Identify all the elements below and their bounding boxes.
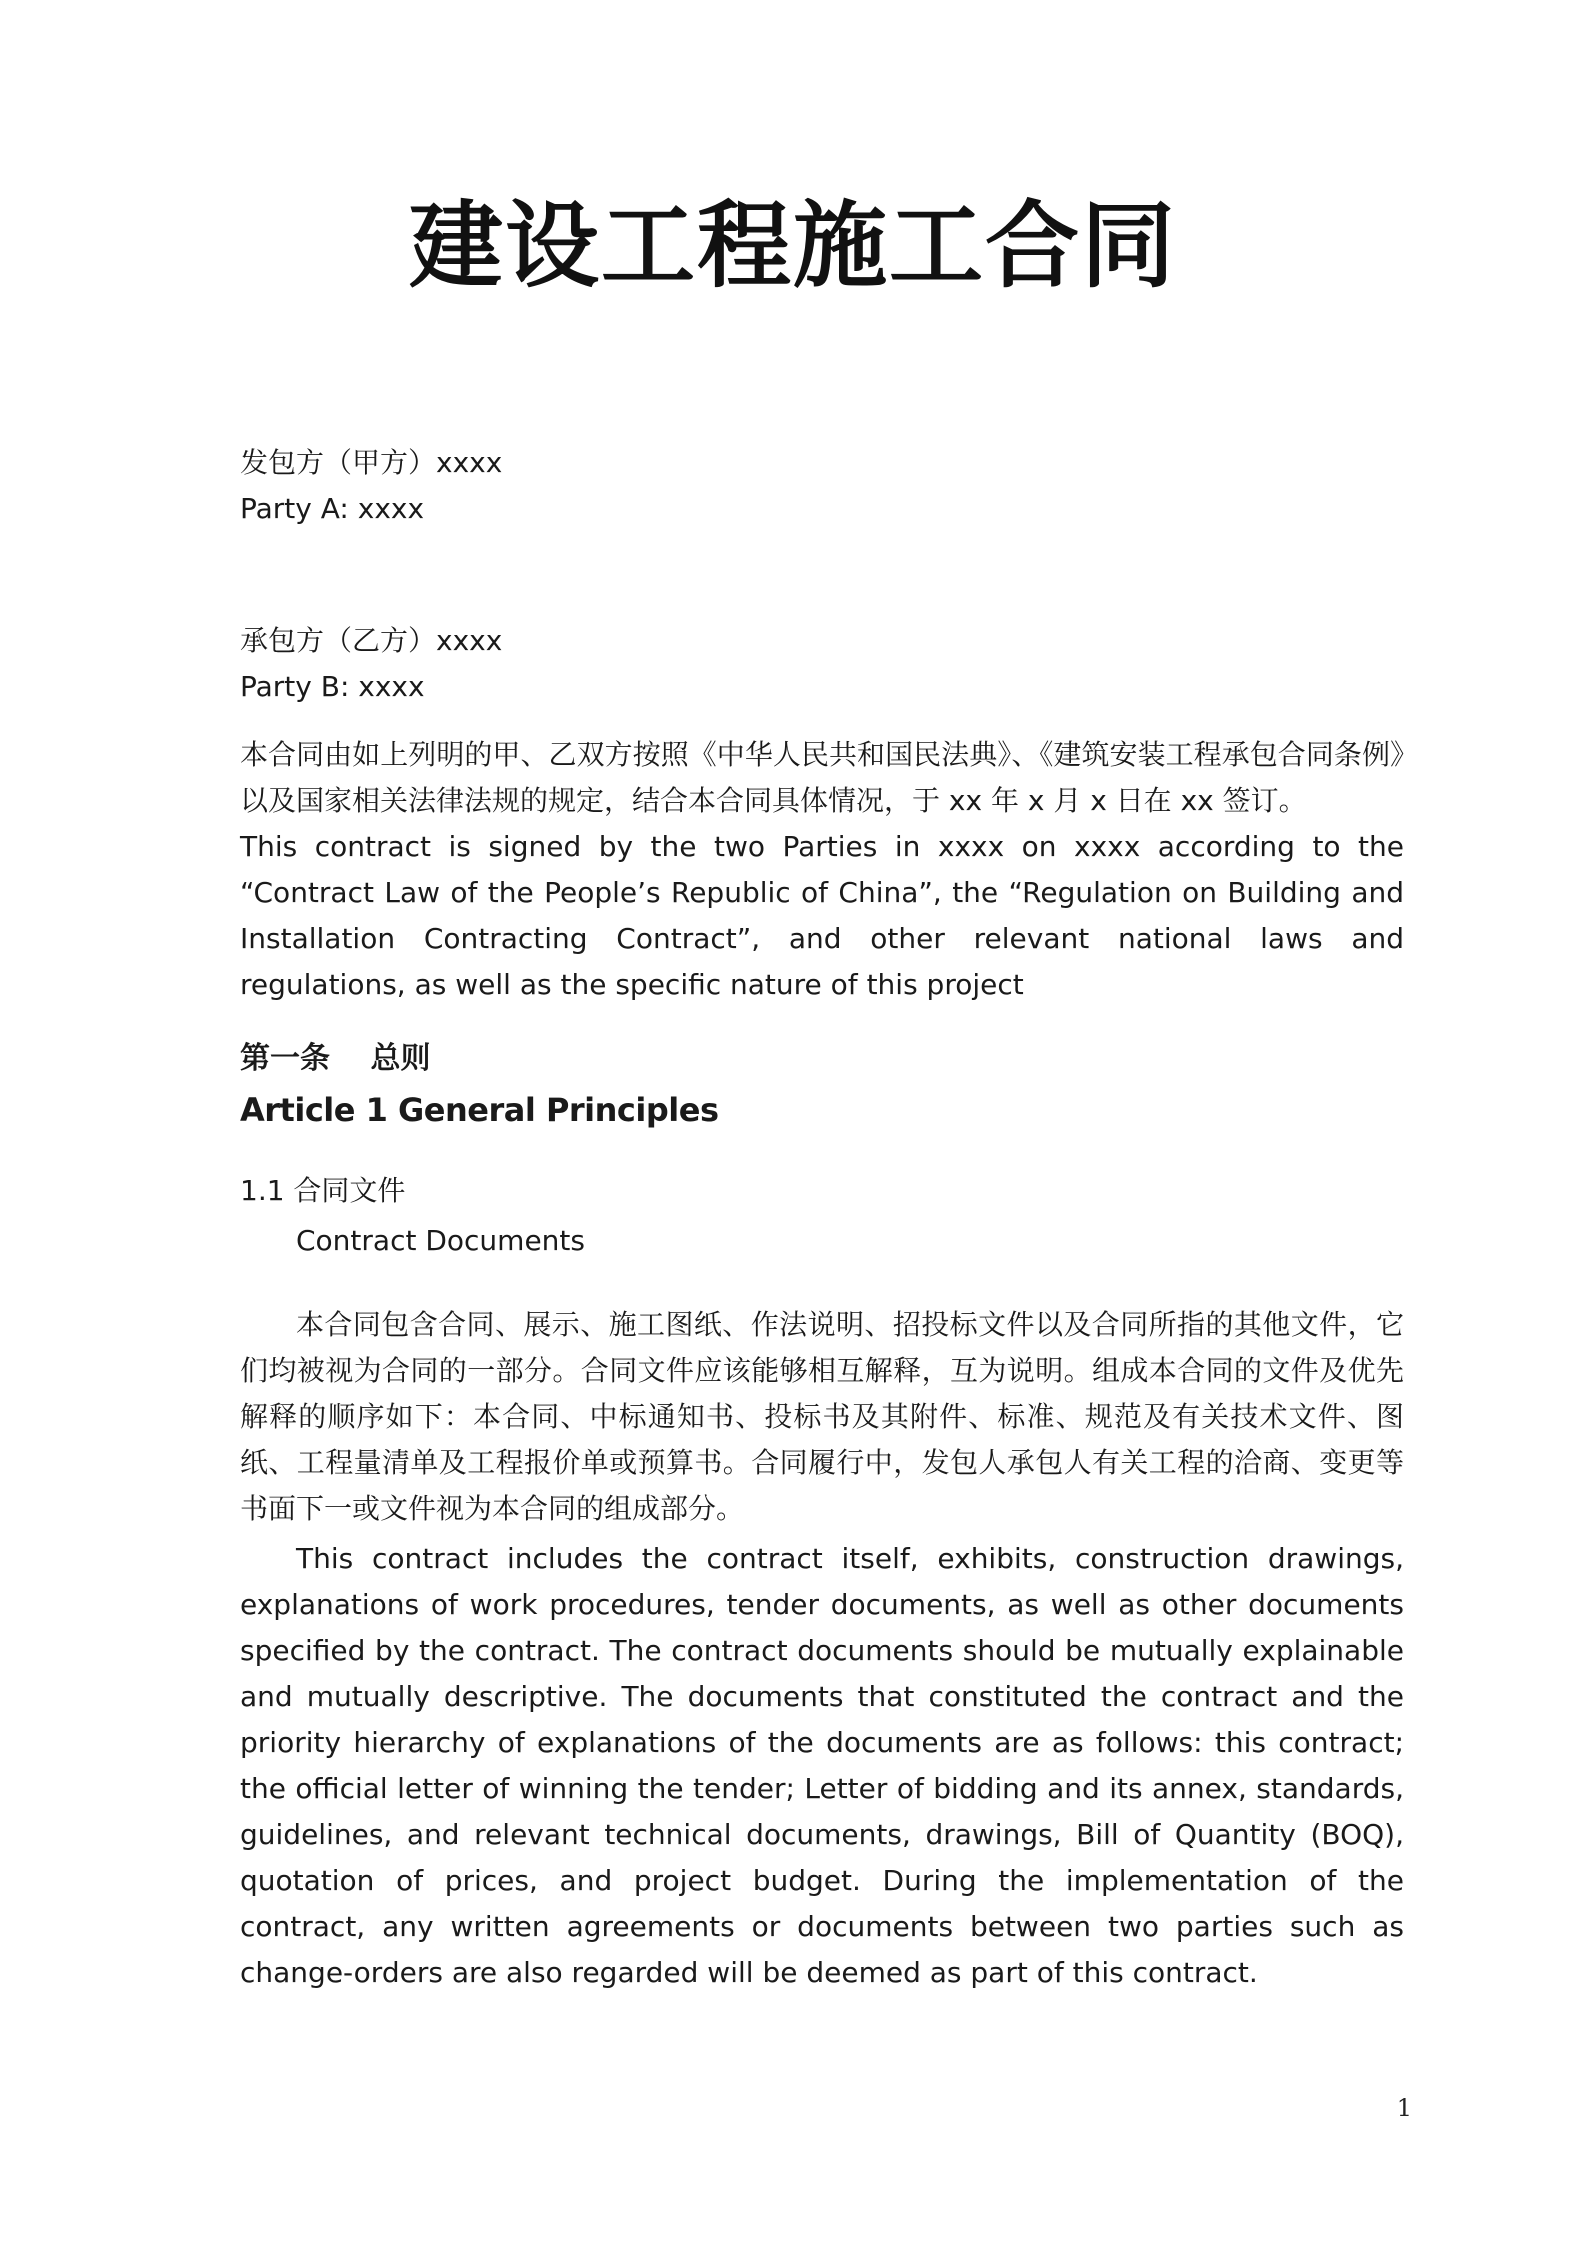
article-1-heading-en: Article 1 General Principles [240, 1091, 719, 1129]
spacer [240, 710, 1404, 732]
section-1-1-heading-cn: 1.1 合同文件 [240, 1174, 406, 1207]
party-a-en: Party A: xxxx [240, 492, 425, 525]
preamble-en: This contract is signed by the two Parties in xxxx on xxxx according to the “Contract Law of the People’s Republic of China”, the “Regulation on Building and Installation Contracting Contract”, and other relevant national laws and regulations, as well as the specific nature of this project [240, 830, 1404, 1001]
document-body [240, 440, 1404, 1996]
document-title: 建设工程施工合同 [408, 192, 1177, 301]
party-b-block [240, 618, 1404, 710]
section-1-1-body-cn: 本合同包含合同、展示、施工图纸、作法说明、招投标文件以及合同所指的其他文件，它们均被视为合同的一部分。合同文件应该能够相互解释，互为说明。组成本合同的文件及优先解释的顺序如下：本合同、中标通知书、投标书及其附件、标准、规范及有关技术文件、图纸、工程量清单及工程报价单或预算书。合同履行中，发包人承包人有关工程的洽商、变更等书面下一或文件视为本合同的组成部分。 [240, 1308, 1404, 1525]
party-a-cn: 发包方（甲方）xxxx [240, 446, 503, 479]
section-1-1-body-en: This contract includes the contract itself, exhibits, construction drawings, explanations of work procedures, tender documents, as well as other documents specified by the contract. The contract documents should be mutually explainable and mutually descriptive. The documents that constituted the contract and the priority hierarchy of explanations of the documents are as follows: this contract; the official letter of winning the tender; Letter of bidding and its annex, standards, guidelines, and relevant technical documents, drawings, Bill of Quantity (BOQ), quotation of prices, and project budget. During the implementation of the contract, any written agreements or documents between two parties such as change-orders are also regarded will be deemed as part of this contract. [240, 1542, 1404, 1989]
party-a-block [240, 440, 1404, 532]
spacer [240, 532, 1404, 618]
preamble-cn: 本合同由如上列明的甲、乙双方按照《中华人民共和国民法典》、《建筑安装工程承包合同条例》以及国家相关法律法规的规定，结合本合同具体情况，于 xx 年 x 月 x 日在 xx 签订。 [240, 738, 1404, 817]
page-number: 1 [1396, 2094, 1412, 2122]
article-1-heading-cn: 第一条 总则 [240, 1041, 431, 1076]
section-1-1-heading-en: Contract Documents [296, 1224, 585, 1257]
party-b-en: Party B: xxxx [240, 670, 425, 703]
party-b-cn: 承包方（乙方）xxxx [240, 624, 503, 657]
